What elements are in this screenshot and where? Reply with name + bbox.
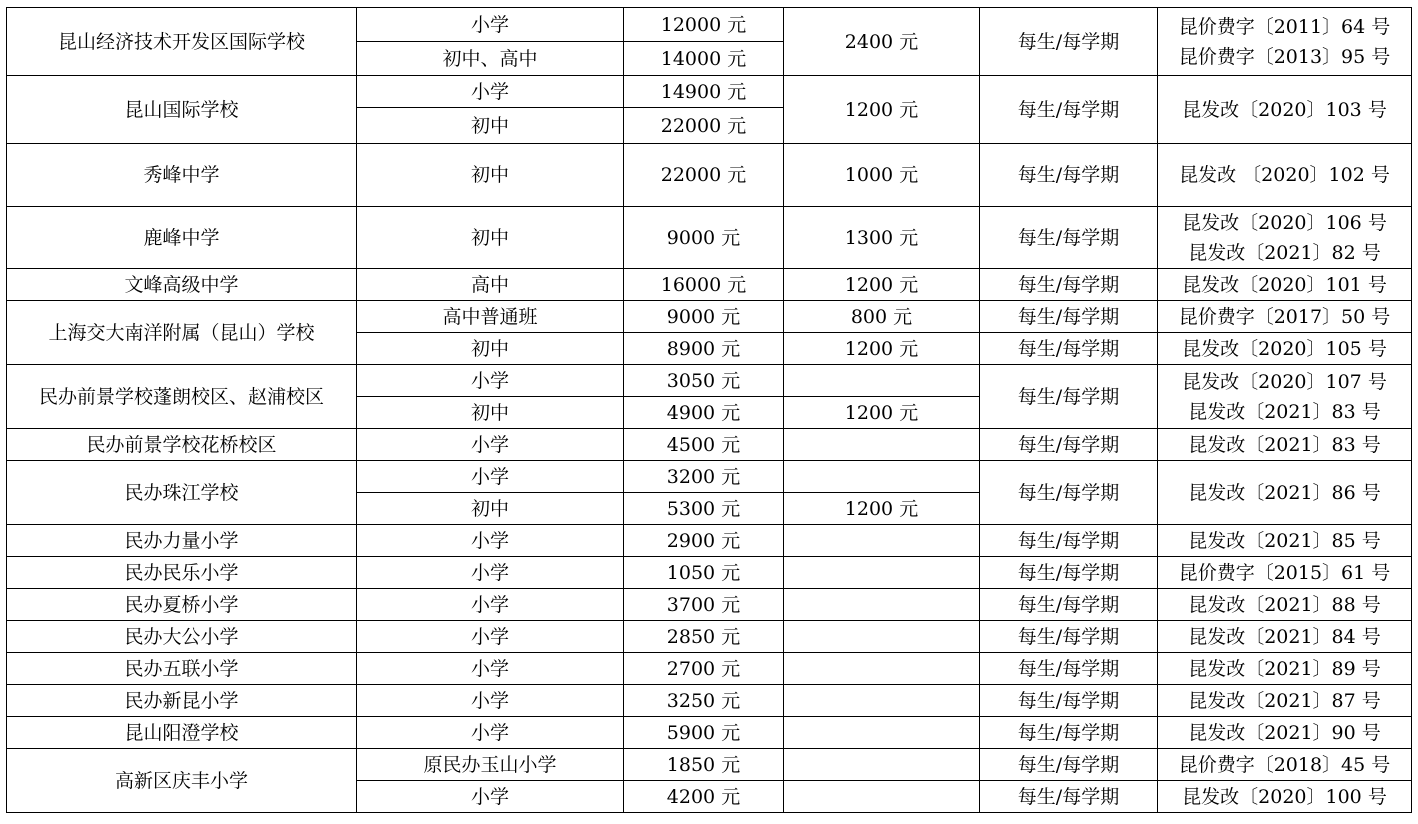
tuition-cell: 1850 元	[624, 749, 784, 781]
document-number: 昆发改〔2021〕88 号	[1188, 593, 1381, 616]
document-number: 昆发改〔2021〕85 号	[1188, 529, 1381, 552]
unit-cell: 每生/每学期	[980, 653, 1158, 685]
board-fee-cell: 1000 元	[784, 144, 980, 207]
school-name-cell: 民办珠江学校	[7, 461, 357, 525]
unit-cell: 每生/每学期	[980, 461, 1158, 525]
tuition-cell: 8900 元	[624, 333, 784, 365]
tuition-cell: 5300 元	[624, 493, 784, 525]
level-cell: 原民办玉山小学	[357, 749, 624, 781]
table-row	[7, 301, 1412, 333]
unit-cell: 每生/每学期	[980, 621, 1158, 653]
board-fee-cell	[784, 685, 980, 717]
document-number: 昆发改〔2021〕83 号	[1188, 400, 1381, 423]
unit-cell: 每生/每学期	[980, 8, 1158, 76]
document-number: 昆发改〔2021〕86 号	[1188, 481, 1381, 504]
document-cell	[1158, 269, 1412, 301]
document-cell	[1158, 557, 1412, 589]
tuition-cell: 16000 元	[624, 269, 784, 301]
board-fee-cell	[784, 781, 980, 813]
school-name-cell: 高新区庆丰小学	[7, 749, 357, 813]
school-name-cell: 昆山国际学校	[7, 76, 357, 144]
level-cell: 小学	[357, 589, 624, 621]
document-number: 昆价费字〔2011〕64 号	[1178, 15, 1391, 38]
tuition-cell: 22000 元	[624, 108, 784, 144]
tuition-cell: 3200 元	[624, 461, 784, 493]
document-cell	[1158, 781, 1412, 813]
document-number: 昆发改〔2020〕100 号	[1182, 785, 1387, 808]
document-cell	[1158, 207, 1412, 269]
level-cell: 初中	[357, 144, 624, 207]
unit-cell: 每生/每学期	[980, 589, 1158, 621]
level-cell: 小学	[357, 365, 624, 397]
school-name-cell: 民办力量小学	[7, 525, 357, 557]
board-fee-cell: 2400 元	[784, 8, 980, 76]
table-row	[7, 76, 1412, 108]
level-cell: 小学	[357, 653, 624, 685]
document-number: 昆发改〔2020〕103 号	[1182, 98, 1387, 121]
document-number: 昆价费字〔2015〕61 号	[1178, 561, 1391, 584]
tuition-cell: 2900 元	[624, 525, 784, 557]
board-fee-cell	[784, 717, 980, 749]
table-row	[7, 365, 1412, 397]
level-cell: 小学	[357, 76, 624, 108]
table-row	[7, 717, 1412, 749]
level-cell: 高中普通班	[357, 301, 624, 333]
unit-cell: 每生/每学期	[980, 76, 1158, 144]
board-fee-cell	[784, 429, 980, 461]
school-name-cell: 民办前景学校花桥校区	[7, 429, 357, 461]
tuition-cell: 14900 元	[624, 76, 784, 108]
table-row	[7, 685, 1412, 717]
unit-cell: 每生/每学期	[980, 301, 1158, 333]
document-cell	[1158, 717, 1412, 749]
board-fee-cell	[784, 525, 980, 557]
tuition-cell: 3250 元	[624, 685, 784, 717]
school-name-cell: 民办新昆小学	[7, 685, 357, 717]
tuition-cell: 4200 元	[624, 781, 784, 813]
document-number: 昆发改〔2021〕84 号	[1188, 625, 1381, 648]
tuition-cell: 2850 元	[624, 621, 784, 653]
table-row	[7, 589, 1412, 621]
table-row	[7, 207, 1412, 269]
document-number: 昆价费字〔2017〕50 号	[1178, 305, 1391, 328]
board-fee-cell	[784, 749, 980, 781]
board-fee-cell: 1200 元	[784, 493, 980, 525]
board-fee-cell: 800 元	[784, 301, 980, 333]
level-cell: 小学	[357, 621, 624, 653]
document-cell	[1158, 749, 1412, 781]
tuition-cell: 3050 元	[624, 365, 784, 397]
tuition-cell: 2700 元	[624, 653, 784, 685]
document-number: 昆发改〔2021〕89 号	[1188, 657, 1381, 680]
tuition-cell: 5900 元	[624, 717, 784, 749]
school-name-cell: 昆山经济技术开发区国际学校	[7, 8, 357, 76]
table-row	[7, 461, 1412, 493]
board-fee-cell	[784, 621, 980, 653]
school-name-cell: 民办前景学校蓬朗校区、赵浦校区	[7, 365, 357, 429]
level-cell: 小学	[357, 461, 624, 493]
level-cell: 小学	[357, 685, 624, 717]
level-cell: 初中	[357, 397, 624, 429]
document-number: 昆价费字〔2013〕95 号	[1178, 45, 1391, 68]
tuition-cell: 1050 元	[624, 557, 784, 589]
tuition-cell: 4900 元	[624, 397, 784, 429]
document-cell	[1158, 589, 1412, 621]
school-name-cell: 秀峰中学	[7, 144, 357, 207]
level-cell: 初中	[357, 493, 624, 525]
school-name-cell: 昆山阳澄学校	[7, 717, 357, 749]
level-cell: 初中	[357, 108, 624, 144]
level-cell: 小学	[357, 781, 624, 813]
document-cell	[1158, 525, 1412, 557]
school-name-cell: 民办五联小学	[7, 653, 357, 685]
unit-cell: 每生/每学期	[980, 781, 1158, 813]
school-name-cell: 民办大公小学	[7, 621, 357, 653]
unit-cell: 每生/每学期	[980, 207, 1158, 269]
table-row	[7, 621, 1412, 653]
table-row	[7, 144, 1412, 207]
unit-cell: 每生/每学期	[980, 557, 1158, 589]
document-number: 昆发改〔2021〕90 号	[1188, 721, 1381, 744]
document-number: 昆发改〔2020〕105 号	[1182, 337, 1387, 360]
unit-cell: 每生/每学期	[980, 144, 1158, 207]
level-cell: 初中	[357, 207, 624, 269]
document-number: 昆发改 〔2020〕102 号	[1179, 164, 1390, 186]
board-fee-cell	[784, 365, 980, 397]
document-number: 昆发改〔2020〕106 号	[1182, 211, 1387, 234]
document-cell	[1158, 8, 1412, 76]
unit-cell: 每生/每学期	[980, 429, 1158, 461]
document-cell	[1158, 365, 1412, 429]
level-cell: 小学	[357, 717, 624, 749]
level-cell: 小学	[357, 8, 624, 42]
document-number: 昆价费字〔2018〕45 号	[1178, 753, 1391, 776]
document-number: 昆发改〔2020〕107 号	[1182, 370, 1387, 393]
document-number: 昆发改〔2021〕87 号	[1188, 689, 1381, 712]
level-cell: 初中、高中	[357, 42, 624, 76]
unit-cell: 每生/每学期	[980, 525, 1158, 557]
document-cell	[1158, 685, 1412, 717]
level-cell: 初中	[357, 333, 624, 365]
school-name-cell: 民办民乐小学	[7, 557, 357, 589]
document-cell	[1158, 461, 1412, 525]
tuition-cell: 9000 元	[624, 207, 784, 269]
document-cell	[1158, 301, 1412, 333]
tuition-cell: 14000 元	[624, 42, 784, 76]
document-number: 昆发改〔2020〕101 号	[1182, 273, 1387, 296]
unit-cell: 每生/每学期	[980, 333, 1158, 365]
level-cell: 小学	[357, 557, 624, 589]
board-fee-cell	[784, 461, 980, 493]
table-row	[7, 269, 1412, 301]
level-cell: 小学	[357, 429, 624, 461]
tuition-cell: 4500 元	[624, 429, 784, 461]
school-name-cell: 上海交大南洋附属（昆山）学校	[7, 301, 357, 365]
table-row	[7, 557, 1412, 589]
document-cell	[1158, 621, 1412, 653]
table-row	[7, 8, 1412, 42]
board-fee-cell: 1300 元	[784, 207, 980, 269]
document-cell	[1158, 76, 1412, 144]
document-number: 昆发改〔2021〕83 号	[1188, 433, 1381, 456]
unit-cell: 每生/每学期	[980, 269, 1158, 301]
table-row	[7, 429, 1412, 461]
unit-cell: 每生/每学期	[980, 717, 1158, 749]
school-name-cell: 文峰高级中学	[7, 269, 357, 301]
level-cell: 高中	[357, 269, 624, 301]
tuition-cell: 3700 元	[624, 589, 784, 621]
level-cell: 小学	[357, 525, 624, 557]
board-fee-cell: 1200 元	[784, 269, 980, 301]
board-fee-cell: 1200 元	[784, 397, 980, 429]
school-name-cell: 民办夏桥小学	[7, 589, 357, 621]
tuition-cell: 22000 元	[624, 144, 784, 207]
board-fee-cell	[784, 557, 980, 589]
board-fee-cell	[784, 589, 980, 621]
document-cell	[1158, 653, 1412, 685]
unit-cell: 每生/每学期	[980, 365, 1158, 429]
board-fee-cell	[784, 653, 980, 685]
unit-cell: 每生/每学期	[980, 749, 1158, 781]
tuition-cell: 9000 元	[624, 301, 784, 333]
school-name-cell: 鹿峰中学	[7, 207, 357, 269]
document-number: 昆发改〔2021〕82 号	[1188, 241, 1381, 264]
table-row	[7, 749, 1412, 781]
unit-cell: 每生/每学期	[980, 685, 1158, 717]
fee-table	[6, 7, 1412, 813]
tuition-cell: 12000 元	[624, 8, 784, 42]
document-cell	[1158, 333, 1412, 365]
table-row	[7, 653, 1412, 685]
board-fee-cell: 1200 元	[784, 333, 980, 365]
document-cell	[1158, 429, 1412, 461]
board-fee-cell: 1200 元	[784, 76, 980, 144]
document-cell	[1158, 144, 1412, 207]
table-row	[7, 525, 1412, 557]
